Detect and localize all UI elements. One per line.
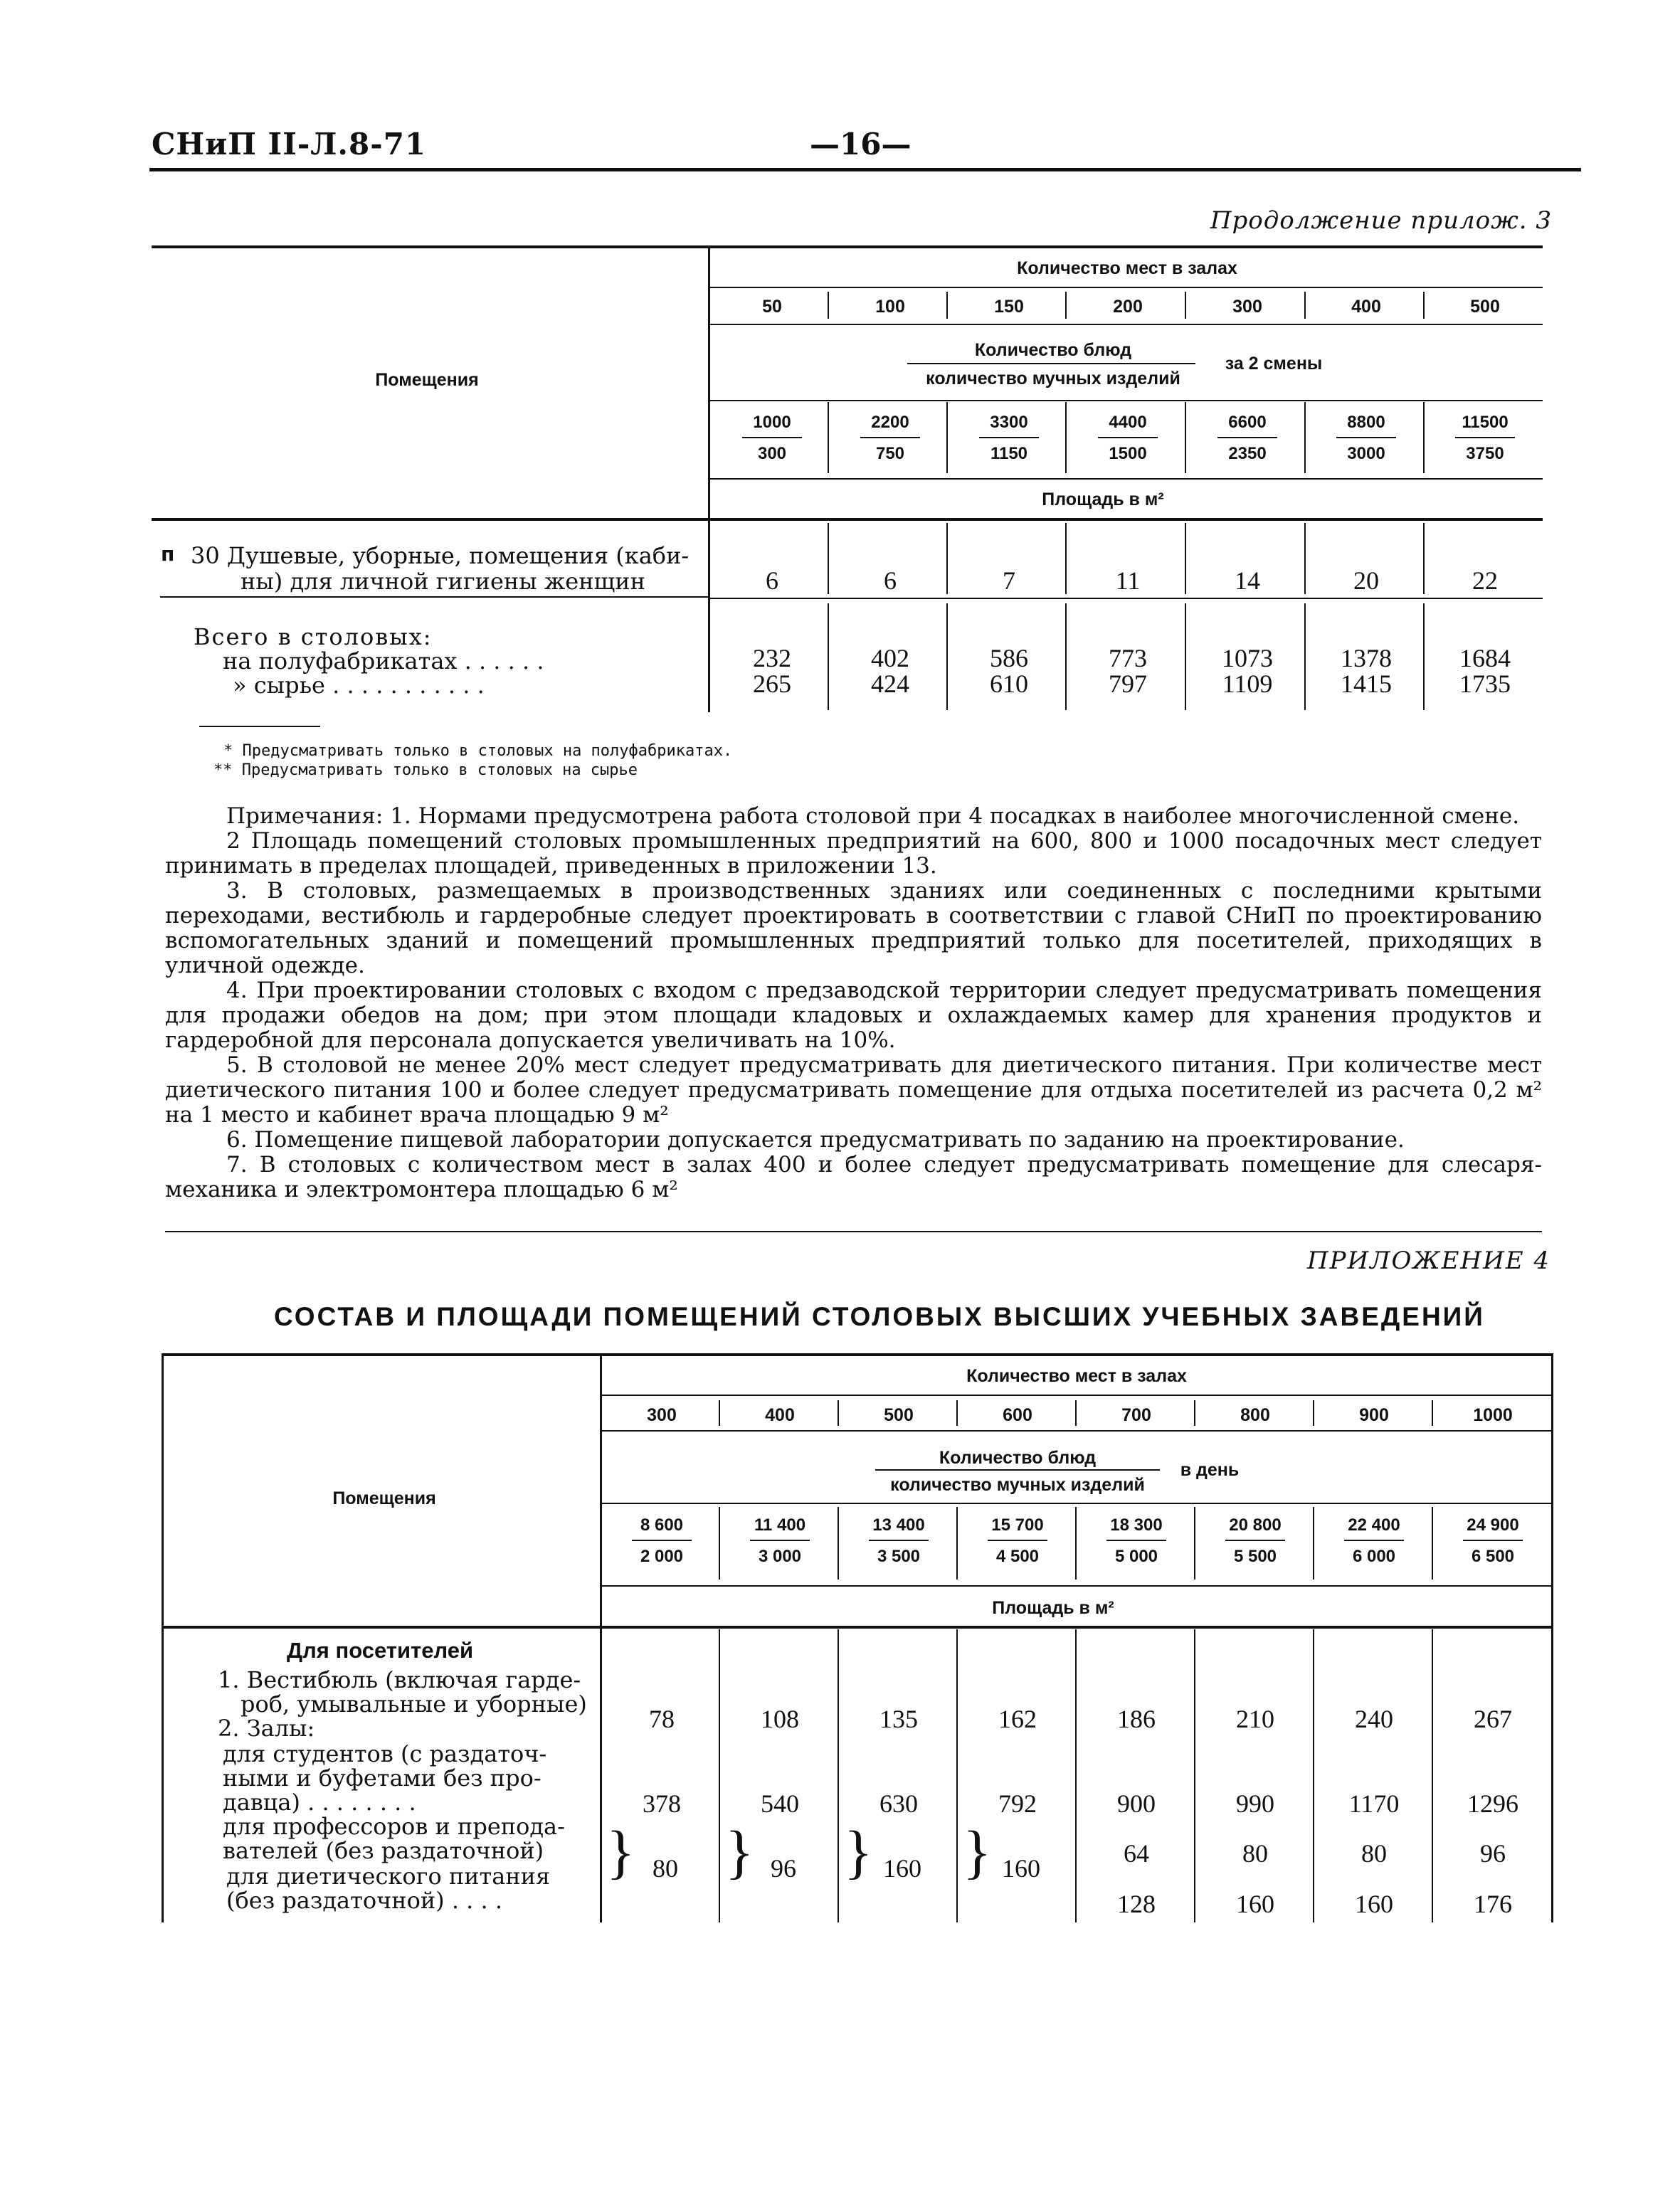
row30-value-200: 11 bbox=[1115, 566, 1141, 595]
table2-frac-900: $\frac{22 400}{6 000}$ bbox=[1331, 1515, 1417, 1567]
brace-600: } bbox=[963, 1819, 992, 1885]
students-300: 378 bbox=[643, 1789, 681, 1818]
table2-seats-1000: 1000 bbox=[1473, 1405, 1513, 1425]
note-4: 4. При проектировании столовых с входом с предзаводской территории следует предусматривать помещения для продажи обедов на дом; при этом площади кладовых и охлаждаемых камер для хранения продуктов и гардеробной для персонала допускается увеличивать на 10%. bbox=[165, 978, 1542, 1053]
diet-700: 128 bbox=[1117, 1890, 1156, 1918]
students-400: 540 bbox=[761, 1789, 799, 1818]
halls-label: 2. Залы: bbox=[218, 1715, 315, 1742]
footnote-1: * Предусматривать только в столовых на полуфабрикатах. bbox=[223, 742, 733, 760]
students-1000: 1296 bbox=[1467, 1789, 1518, 1818]
row30-value-500: 22 bbox=[1472, 566, 1498, 595]
totals-raw-100: 424 bbox=[871, 670, 909, 698]
table2-flour-label: количество мучных изделий bbox=[890, 1475, 1145, 1495]
vestibule-700: 186 bbox=[1117, 1705, 1156, 1733]
students-900: 1170 bbox=[1348, 1789, 1400, 1818]
note-3: 3. В столовых, размещаемых в производственных зданиях или соединенных с последними крытыми переходами, вестибюль и гардеробные следует проектировать в соответствии с главой СНиП по проектированию вспомогательных зданий и помещений промышленных предприятий только для посетителей, приходящих в уличной одежде. bbox=[165, 878, 1542, 978]
professors-line1: для профессоров и препода- bbox=[223, 1813, 565, 1840]
footnote-2: ** Предусматривать только в столовых на сырье bbox=[213, 761, 638, 779]
vestibule-600: 162 bbox=[998, 1705, 1037, 1733]
table2-frac-500: $\frac{13 400}{3 500}$ bbox=[856, 1515, 941, 1567]
students-500: 630 bbox=[879, 1789, 918, 1818]
table1-seats-500: 500 bbox=[1470, 297, 1500, 317]
table1-frac-150: $\frac{3300}{1150}$ bbox=[966, 413, 1052, 464]
note-2: 2 Площадь помещений столовых промышленных предприятий на 600, 800 и 1000 посадочных мест следует принимать в пределах площадей, приведенных в приложении 13. bbox=[165, 828, 1542, 879]
vestibule-line1: 1. Вестибюль (включая гарде- bbox=[218, 1666, 581, 1693]
row30-label-line2: ны) для личной гигиены женщин bbox=[241, 568, 645, 595]
table1-seats-300: 300 bbox=[1232, 297, 1262, 317]
table2-frac-300: $\frac{8 600}{2 000}$ bbox=[619, 1515, 704, 1567]
totals-raw-50: 265 bbox=[753, 670, 791, 698]
table1-dishes-label: Количество блюд bbox=[974, 340, 1132, 360]
diet-1000: 176 bbox=[1474, 1890, 1512, 1918]
totals-semi-150: 586 bbox=[990, 644, 1028, 672]
totals-raw-200: 797 bbox=[1109, 670, 1147, 698]
table2-seats-300: 300 bbox=[647, 1405, 677, 1425]
note-7: 7. В столовых с количеством мест в залах 400 и более следует предусматривать помещение для слесаря-механика и электромонтера площадью 6 м² bbox=[165, 1152, 1542, 1202]
table2-per-day: в день bbox=[1180, 1460, 1240, 1480]
brace-300: } bbox=[606, 1819, 635, 1885]
totals-raw-300: 1109 bbox=[1222, 670, 1273, 698]
row30-value-400: 20 bbox=[1353, 566, 1379, 595]
table2-seats-500: 500 bbox=[884, 1405, 914, 1425]
row30-value-50: 6 bbox=[766, 566, 778, 595]
professors-diet-600: 160 bbox=[1002, 1854, 1040, 1883]
totals-raw-400: 1415 bbox=[1341, 670, 1392, 698]
students-800: 990 bbox=[1236, 1789, 1274, 1818]
table2-dishes-label: Количество блюд bbox=[939, 1448, 1097, 1468]
professors-700: 64 bbox=[1124, 1839, 1149, 1868]
vestibule-900: 240 bbox=[1355, 1705, 1393, 1733]
table1-frac-400: $\frac{8800}{3000}$ bbox=[1324, 413, 1409, 464]
note-1: Примечания: 1. Нормами предусмотрена работа столовой при 4 посадках в наиболее многочисленной смене. bbox=[226, 803, 1520, 829]
table2-seats-700: 700 bbox=[1121, 1405, 1151, 1425]
totals-raw-150: 610 bbox=[990, 670, 1028, 698]
professors-diet-500: 160 bbox=[883, 1854, 921, 1883]
table1-seats-header: Количество мест в залах bbox=[1017, 258, 1237, 278]
table1-frac-200: $\frac{4400}{1500}$ bbox=[1085, 413, 1171, 464]
note-5: 5. В столовой не менее 20% мест следует предусматривать для диетического питания. При количестве мест диетического питания 100 и более следует предусматривать помещение для отдыха посетителей из расчета 0,2 м² на 1 место и кабинет врача площадью 9 м² bbox=[165, 1052, 1542, 1128]
table1-seats-100: 100 bbox=[875, 297, 905, 317]
table2-frac-800: $\frac{20 800}{5 500}$ bbox=[1213, 1515, 1298, 1567]
row30-value-300: 14 bbox=[1235, 566, 1260, 595]
table2-section-label: Для посетителей bbox=[287, 1638, 474, 1663]
diet-900: 160 bbox=[1355, 1890, 1393, 1918]
table2-frac-700: $\frac{18 300}{5 000}$ bbox=[1094, 1515, 1179, 1567]
totals-semi-500: 1684 bbox=[1459, 644, 1511, 672]
table2-frac-600: $\frac{15 700}{4 500}$ bbox=[975, 1515, 1060, 1567]
header-rule bbox=[149, 168, 1581, 171]
table1-shifts-label: за 2 смены bbox=[1225, 354, 1323, 374]
totals-label: Всего в столовых: bbox=[194, 623, 433, 650]
totals-semi-50: 232 bbox=[753, 644, 791, 672]
totals-semi-100: 402 bbox=[871, 644, 909, 672]
table2-frac-400: $\frac{11 400}{3 000}$ bbox=[737, 1515, 823, 1567]
row30-marker: п bbox=[161, 542, 175, 566]
table2-frac-1000: $\frac{24 900}{6 500}$ bbox=[1450, 1515, 1536, 1567]
table1-flour-label: количество мучных изделий bbox=[926, 369, 1180, 388]
page-number: —16— bbox=[810, 127, 912, 162]
table2-seats-600: 600 bbox=[1003, 1405, 1032, 1425]
students-line3: давца) . . . . . . . . bbox=[223, 1789, 416, 1816]
note-6: 6. Помещение пищевой лаборатории допускается предусматривать по заданию на проектирование. bbox=[226, 1127, 1405, 1153]
professors-900: 80 bbox=[1361, 1839, 1387, 1868]
continuation-note: Продолжение прилож. 3 bbox=[1210, 206, 1552, 235]
table1-frac-50: $\frac{1000}{300}$ bbox=[729, 413, 815, 464]
table2-seats-800: 800 bbox=[1240, 1405, 1270, 1425]
vestibule-1000: 267 bbox=[1474, 1705, 1512, 1733]
vestibule-400: 108 bbox=[761, 1705, 799, 1733]
appendix-label: ПРИЛОЖЕНИЕ 4 bbox=[1306, 1247, 1550, 1275]
students-line2: ными и буфетами без про- bbox=[223, 1765, 541, 1792]
students-line1: для студентов (с раздаточ- bbox=[223, 1740, 547, 1767]
vestibule-800: 210 bbox=[1236, 1705, 1274, 1733]
students-700: 900 bbox=[1117, 1789, 1156, 1818]
row30-label-line1: 30 Душевые, уборные, помещения (каби- bbox=[191, 542, 690, 569]
table1-seats-200: 200 bbox=[1113, 297, 1143, 317]
table1-seats-150: 150 bbox=[994, 297, 1024, 317]
table2-seats-400: 400 bbox=[765, 1405, 795, 1425]
professors-line2: вателей (без раздаточной) bbox=[223, 1837, 544, 1864]
totals-semi-400: 1378 bbox=[1341, 644, 1392, 672]
table1-frac-100: $\frac{2200}{750}$ bbox=[847, 413, 933, 464]
brace-500: } bbox=[844, 1819, 873, 1885]
totals-semi-200: 773 bbox=[1109, 644, 1147, 672]
diet-line2: (без раздаточной) . . . . bbox=[226, 1887, 503, 1914]
totals-raw-500: 1735 bbox=[1459, 670, 1511, 698]
professors-diet-300: 80 bbox=[653, 1854, 678, 1883]
table1-frac-500: $\frac{11500}{3750}$ bbox=[1442, 413, 1528, 464]
vestibule-300: 78 bbox=[649, 1705, 675, 1733]
diet-800: 160 bbox=[1236, 1890, 1274, 1918]
table2-rooms-header: Помещения bbox=[332, 1488, 436, 1508]
table1-rooms-header: Помещения bbox=[375, 370, 479, 390]
students-600: 792 bbox=[998, 1789, 1037, 1818]
totals-raw-label: » сырье . . . . . . . . . . . bbox=[233, 672, 485, 699]
document-code: СНиП II-Л.8-71 bbox=[152, 127, 427, 162]
appendix-title: СОСТАВ И ПЛОЩАДИ ПОМЕЩЕНИЙ СТОЛОВЫХ ВЫСШИХ УЧЕБНЫХ ЗАВЕДЕНИЙ bbox=[274, 1302, 1485, 1331]
table1-seats-50: 50 bbox=[762, 297, 782, 317]
vestibule-line2: роб, умывальные и уборные) bbox=[241, 1691, 587, 1718]
diet-line1: для диетического питания bbox=[226, 1863, 551, 1890]
row30-value-150: 7 bbox=[1003, 566, 1015, 595]
totals-semi-300: 1073 bbox=[1222, 644, 1273, 672]
table2-area-label: Площадь в м² bbox=[992, 1598, 1114, 1618]
table2-seats-header: Количество мест в залах bbox=[966, 1366, 1187, 1386]
row30-value-100: 6 bbox=[884, 566, 897, 595]
notes-block bbox=[165, 804, 1542, 1202]
table2-divider bbox=[600, 1353, 602, 1922]
brace-400: } bbox=[725, 1819, 754, 1885]
table2-seats-900: 900 bbox=[1359, 1405, 1389, 1425]
professors-800: 80 bbox=[1242, 1839, 1268, 1868]
professors-diet-400: 96 bbox=[771, 1854, 796, 1883]
table1-area-label: Площадь в м² bbox=[1042, 490, 1164, 509]
totals-semi-label: на полуфабрикатах . . . . . . bbox=[223, 647, 544, 674]
table1-seats-400: 400 bbox=[1351, 297, 1381, 317]
table1-frac-300: $\frac{6600}{2350}$ bbox=[1205, 413, 1290, 464]
professors-1000: 96 bbox=[1480, 1839, 1506, 1868]
vestibule-500: 135 bbox=[879, 1705, 918, 1733]
